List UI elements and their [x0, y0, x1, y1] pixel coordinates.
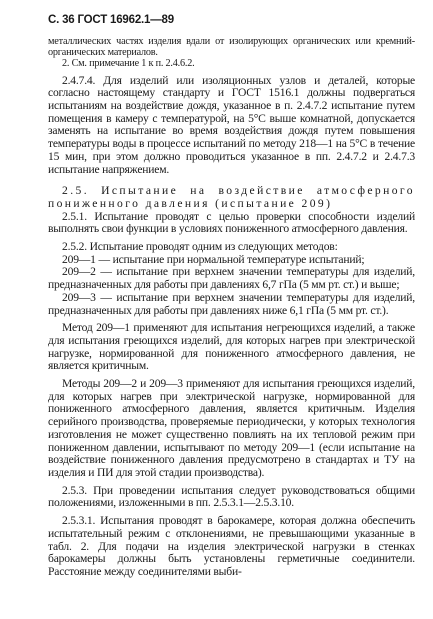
- paragraph-methods-209-2-3: Методы 209—2 и 209—3 применяют для испытания греющихся изделий, для которых нагрев при электрической нагрузке, нормированной для пониженного атмосферного давления, является критичным. Изделия серийного производства, проверяемые периодически, у которых технология изготовления не может существенно повлиять на их тепловой режим при пониженном давлении, испытывают по методу 209—1 (если испытание на воздействие пониженного давления предусмотрено в стандартах и ТУ на изделия и ПИ для этой стадии производства).: [48, 377, 415, 479]
- method-item-209-3: 209—3 — испытание при верхнем значении температуры для изделий, предназначенных для работы при давлениях ниже 6,1 гПа (5 мм рт. ст.).: [48, 290, 415, 317]
- paragraph-2-5-1: 2.5.1. Испытание проводят с целью проверки способности изделий выполнять свои функции в условиях пониженного атмосферного давления.: [48, 209, 415, 236]
- paragraph-2-5-2: 2.5.2. Испытание проводят одним из следующих методов:: [62, 240, 338, 254]
- section-heading-2-5: 2.5. Испытание на воздействие атмосферного пониженного давления (испытание 209): [48, 184, 415, 210]
- note-paragraph: 2. См. примечание 1 к п. 2.4.6.2.: [62, 58, 195, 70]
- continuation-paragraph: металлических частях изделия вдали от изолирующих органических или кремний-органических материалов.: [48, 36, 415, 59]
- paragraph-method-209-1: Метод 209—1 применяют для испытания негреющихся изделий, а также для испытания греющихся изделий, для которых нагрев при электрической нагрузке, нормированной для пониженного атмосферного давления, не является критичным.: [48, 321, 415, 373]
- method-item-209-2: 209—2 — испытание при верхнем значении температуры для изделий, предназначенных для работы при давлениях 6,7 гПа (5 мм рт. ст.) и выше;: [48, 265, 415, 292]
- paragraph-2-5-3-1: 2.5.3.1. Испытания проводят в барокамере, которая должна обеспечить испытательный режим с отклонениями, не превышающими указанные в табл. 2. Для подачи на изделия электрической нагрузки в стенках барокамеры должны быть установлены герметичные соединители. Расстояние между соединителями выби-: [48, 514, 415, 578]
- method-item-209-1: 209—1 — испытание при нормальной температуре испытаний;: [62, 252, 365, 266]
- paragraph-2-4-7-4: 2.4.7.4. Для изделий или изоляционных узлов и деталей, которые согласно настоящему стандарту и ГОСТ 1516.1 должны подвергаться испытаниям на воздействие дождя, указанное в п. 2.4.7.2 испытание путем помещения в камеру с температурой, на 5°С выше комнатной, допускается заменять на испытание во время воздействия дождя путем повышения температуры воды в процессе испытаний по методу 218—1 на 5°С в течение 15 мин, при этом должно проводиться указанное в пп. 2.4.7.2 и 2.4.7.3 испытание напряжением.: [48, 73, 415, 176]
- paragraph-2-5-3: 2.5.3. При проведении испытания следует руководствоваться общими положениями, изложенными в пп. 2.5.3.1—2.5.3.10.: [48, 483, 415, 510]
- page-header: С. 36 ГОСТ 16962.1—89: [48, 14, 174, 26]
- page-content: [48, 36, 415, 579]
